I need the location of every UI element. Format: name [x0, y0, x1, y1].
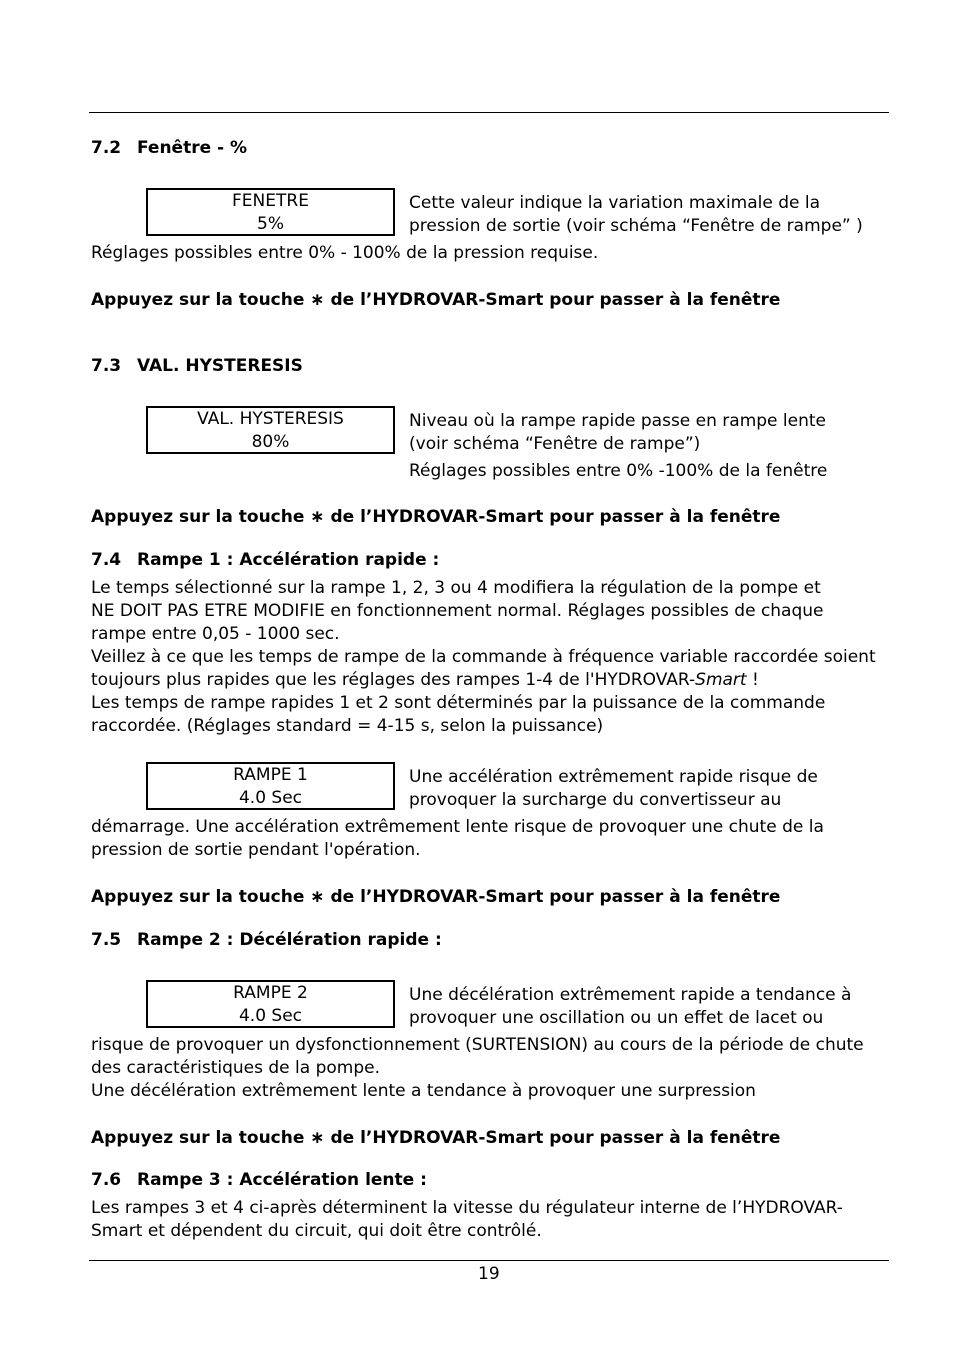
display-line-1: FENETRE: [232, 191, 309, 211]
display-line-2: 5%: [257, 214, 284, 234]
side-line: provoquer une oscillation ou un effet de lacet ou: [409, 1008, 824, 1028]
paragraph: [91, 1197, 843, 1243]
heading-7-6: [91, 1169, 427, 1192]
side-text: [409, 766, 818, 812]
side-line: (voir schéma “Fenêtre de rampe”): [409, 434, 701, 454]
side-line: pression de sortie (voir schéma “Fenêtre de rampe” ): [409, 216, 863, 236]
side-text: [409, 410, 826, 456]
display-box-rampe-1: [146, 762, 395, 810]
body-text: [91, 816, 824, 862]
display-line-1: RAMPE 2: [233, 983, 308, 1003]
instruction-text: Appuyez sur la touche ∗ de l’HYDROVAR-Smart pour passer à la fenêtre: [91, 887, 781, 907]
heading-number: 7.6: [91, 1170, 122, 1190]
paragraph-line: Une décélération extrêmement lente a tendance à provoquer une surpression: [91, 1081, 756, 1101]
paragraph-line: raccordée. (Réglages standard = 4-15 s, selon la puissance): [91, 716, 604, 736]
display-line-1: VAL. HYSTERESIS: [197, 409, 344, 429]
top-rule: [89, 112, 889, 113]
paragraph-line: Le temps sélectionné sur la rampe 1, 2, 3 ou 4 modifiera la régulation de la pompe et: [91, 578, 821, 598]
display-box-rampe-2: [146, 980, 395, 1028]
paragraph: [91, 577, 876, 738]
side-line: Niveau où la rampe rapide passe en rampe lente: [409, 411, 826, 431]
heading-title: VAL. HYSTERESIS: [137, 356, 303, 376]
heading-number: 7.3: [91, 356, 122, 376]
display-line-2: 80%: [251, 432, 290, 452]
bottom-rule: [89, 1260, 889, 1261]
instruction-text: Appuyez sur la touche ∗ de l’HYDROVAR-Smart pour passer à la fenêtre: [91, 290, 781, 310]
body-text: Réglages possibles entre 0% - 100% de la pression requise.: [91, 243, 599, 263]
paragraph-line: rampe entre 0,05 - 1000 sec.: [91, 624, 340, 644]
display-box-fenetre: [146, 188, 395, 236]
paragraph-line: des caractéristiques de la pompe.: [91, 1058, 380, 1078]
paragraph-line: Smart et dépendent du circuit, qui doit être contrôlé.: [91, 1221, 542, 1241]
body-text: Réglages possibles entre 0% -100% de la fenêtre: [409, 461, 828, 481]
paragraph-text: toujours plus rapides que les réglages des rampes 1-4 de l'HYDROVAR-: [91, 670, 696, 690]
paragraph-text: !: [746, 670, 759, 690]
display-line-2: 4.0 Sec: [238, 788, 303, 808]
paragraph-line: risque de provoquer un dysfonctionnement (SURTENSION) au cours de la période de chute: [91, 1035, 864, 1055]
heading-title: Rampe 2 : Décélération rapide :: [137, 930, 442, 950]
paragraph-line: Les rampes 3 et 4 ci-après déterminent la vitesse du régulateur interne de l’HYDROVAR-: [91, 1198, 843, 1218]
paragraph-line: démarrage. Une accélération extrêmement lente risque de provoquer une chute de la: [91, 817, 824, 837]
heading-7-5: [91, 929, 442, 952]
product-name: Smart: [695, 670, 747, 690]
side-line: Une accélération extrêmement rapide risque de: [409, 767, 818, 787]
display-box-hysteresis: [146, 406, 395, 454]
heading-number: 7.5: [91, 930, 122, 950]
display-line-1: RAMPE 1: [233, 765, 308, 785]
paragraph-line: Les temps de rampe rapides 1 et 2 sont déterminés par la puissance de la commande: [91, 693, 826, 713]
page-number: 19: [478, 1264, 500, 1284]
heading-title: Fenêtre - %: [137, 138, 248, 158]
heading-title: Rampe 3 : Accélération lente :: [137, 1170, 427, 1190]
heading-7-4: [91, 549, 439, 572]
paragraph-line: Veillez à ce que les temps de rampe de la commande à fréquence variable raccordée soient: [91, 647, 876, 667]
heading-number: 7.2: [91, 138, 122, 158]
heading-7-3: [91, 355, 303, 378]
side-text: [409, 192, 863, 238]
paragraph-line: [91, 669, 876, 692]
heading-title: Rampe 1 : Accélération rapide :: [137, 550, 440, 570]
side-text: [409, 984, 851, 1030]
side-line: provoquer la surcharge du convertisseur au: [409, 790, 782, 810]
side-line: Une décélération extrêmement rapide a tendance à: [409, 985, 852, 1005]
paragraph-line: pression de sortie pendant l'opération.: [91, 840, 421, 860]
body-text: [91, 1034, 864, 1103]
instruction-text: Appuyez sur la touche ∗ de l’HYDROVAR-Smart pour passer à la fenêtre: [91, 1128, 781, 1148]
paragraph-line: NE DOIT PAS ETRE MODIFIE en fonctionnement normal. Réglages possibles de chaque: [91, 601, 824, 621]
instruction-text: Appuyez sur la touche ∗ de l’HYDROVAR-Smart pour passer à la fenêtre: [91, 507, 781, 527]
heading-number: 7.4: [91, 550, 122, 570]
display-line-2: 4.0 Sec: [238, 1006, 303, 1026]
heading-7-2: [91, 137, 247, 160]
side-line: Cette valeur indique la variation maximale de la: [409, 193, 821, 213]
